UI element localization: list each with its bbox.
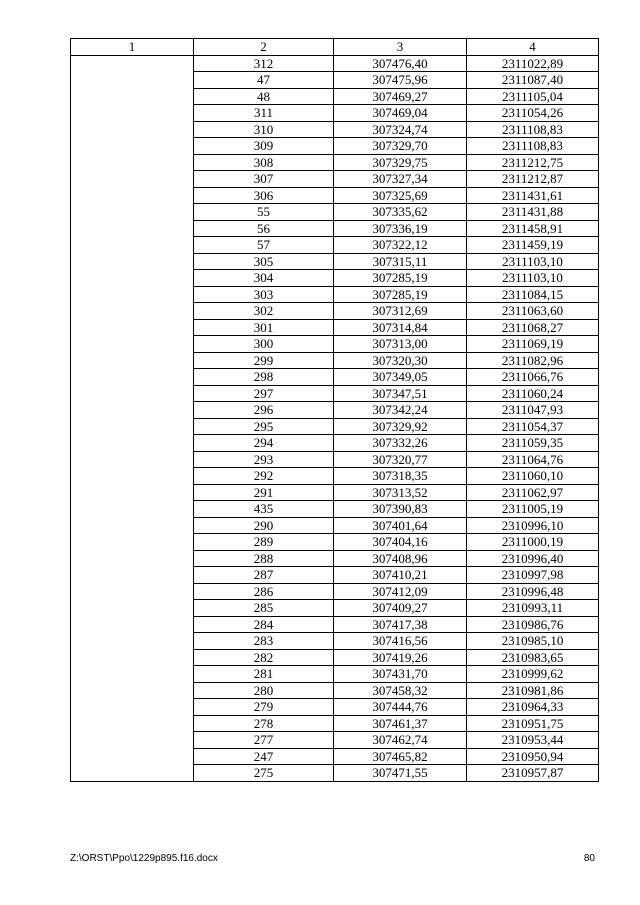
point-number-cell: 289: [194, 534, 334, 551]
x-coordinate-cell: 307412,09: [334, 583, 467, 600]
point-number-cell: 309: [194, 138, 334, 155]
y-coordinate-cell: 2310985,10: [467, 633, 599, 650]
x-coordinate-cell: 307419,26: [334, 649, 467, 666]
table-row: [71, 55, 599, 72]
y-coordinate-cell: 2310951,75: [467, 715, 599, 732]
point-number-cell: 435: [194, 501, 334, 518]
x-coordinate-cell: 307325,69: [334, 187, 467, 204]
point-number-cell: 310: [194, 121, 334, 138]
point-number-cell: 311: [194, 105, 334, 122]
point-number-cell: 288: [194, 550, 334, 567]
y-coordinate-cell: 2311084,15: [467, 286, 599, 303]
point-number-cell: 56: [194, 220, 334, 237]
x-coordinate-cell: 307332,26: [334, 435, 467, 452]
point-number-cell: 306: [194, 187, 334, 204]
table-body: [71, 55, 599, 781]
y-coordinate-cell: 2311060,24: [467, 385, 599, 402]
x-coordinate-cell: 307313,00: [334, 336, 467, 353]
x-coordinate-cell: 307469,27: [334, 88, 467, 105]
x-coordinate-cell: 307342,24: [334, 402, 467, 419]
point-number-cell: 285: [194, 600, 334, 617]
x-coordinate-cell: 307313,52: [334, 484, 467, 501]
y-coordinate-cell: 2311108,83: [467, 138, 599, 155]
x-coordinate-cell: 307329,75: [334, 154, 467, 171]
y-coordinate-cell: 2310993,11: [467, 600, 599, 617]
x-coordinate-cell: 307417,38: [334, 616, 467, 633]
x-coordinate-cell: 307327,34: [334, 171, 467, 188]
y-coordinate-cell: 2310957,87: [467, 765, 599, 782]
y-coordinate-cell: 2310964,33: [467, 699, 599, 716]
point-number-cell: 305: [194, 253, 334, 270]
point-number-cell: 291: [194, 484, 334, 501]
y-coordinate-cell: 2310986,76: [467, 616, 599, 633]
point-number-cell: 281: [194, 666, 334, 683]
y-coordinate-cell: 2311068,27: [467, 319, 599, 336]
y-coordinate-cell: 2310981,86: [467, 682, 599, 699]
x-coordinate-cell: 307476,40: [334, 55, 467, 72]
point-number-cell: 47: [194, 72, 334, 89]
point-number-cell: 286: [194, 583, 334, 600]
y-coordinate-cell: 2310996,10: [467, 517, 599, 534]
y-coordinate-cell: 2311431,61: [467, 187, 599, 204]
column-header: 1: [71, 39, 194, 56]
point-number-cell: 301: [194, 319, 334, 336]
x-coordinate-cell: 307322,12: [334, 237, 467, 254]
y-coordinate-cell: 2311066,76: [467, 369, 599, 386]
point-number-cell: 279: [194, 699, 334, 716]
y-coordinate-cell: 2311105,04: [467, 88, 599, 105]
y-coordinate-cell: 2311022,89: [467, 55, 599, 72]
x-coordinate-cell: 307336,19: [334, 220, 467, 237]
x-coordinate-cell: 307465,82: [334, 748, 467, 765]
x-coordinate-cell: 307320,30: [334, 352, 467, 369]
x-coordinate-cell: 307458,32: [334, 682, 467, 699]
y-coordinate-cell: 2311062,97: [467, 484, 599, 501]
y-coordinate-cell: 2311108,83: [467, 121, 599, 138]
table-header-row: [71, 39, 599, 56]
point-number-cell: 282: [194, 649, 334, 666]
x-coordinate-cell: 307410,21: [334, 567, 467, 584]
point-number-cell: 278: [194, 715, 334, 732]
column-1-merged-cell: [71, 55, 194, 781]
point-number-cell: 280: [194, 682, 334, 699]
y-coordinate-cell: 2310953,44: [467, 732, 599, 749]
x-coordinate-cell: 307329,92: [334, 418, 467, 435]
x-coordinate-cell: 307461,37: [334, 715, 467, 732]
y-coordinate-cell: 2311103,10: [467, 253, 599, 270]
y-coordinate-cell: 2311063,60: [467, 303, 599, 320]
point-number-cell: 57: [194, 237, 334, 254]
point-number-cell: 299: [194, 352, 334, 369]
y-coordinate-cell: 2311064,76: [467, 451, 599, 468]
y-coordinate-cell: 2311459,19: [467, 237, 599, 254]
x-coordinate-cell: 307416,56: [334, 633, 467, 650]
y-coordinate-cell: 2311458,91: [467, 220, 599, 237]
point-number-cell: 295: [194, 418, 334, 435]
point-number-cell: 296: [194, 402, 334, 419]
y-coordinate-cell: 2311060,10: [467, 468, 599, 485]
x-coordinate-cell: 307401,64: [334, 517, 467, 534]
page-number: 80: [583, 853, 595, 864]
point-number-cell: 275: [194, 765, 334, 782]
column-header: 3: [334, 39, 467, 56]
y-coordinate-cell: 2310950,94: [467, 748, 599, 765]
y-coordinate-cell: 2311047,93: [467, 402, 599, 419]
y-coordinate-cell: 2311059,35: [467, 435, 599, 452]
coordinates-table: [70, 38, 599, 782]
x-coordinate-cell: 307349,05: [334, 369, 467, 386]
y-coordinate-cell: 2310996,40: [467, 550, 599, 567]
point-number-cell: 55: [194, 204, 334, 221]
x-coordinate-cell: 307444,76: [334, 699, 467, 716]
x-coordinate-cell: 307390,83: [334, 501, 467, 518]
point-number-cell: 293: [194, 451, 334, 468]
y-coordinate-cell: 2311005,19: [467, 501, 599, 518]
column-header: 2: [194, 39, 334, 56]
x-coordinate-cell: 307285,19: [334, 286, 467, 303]
point-number-cell: 304: [194, 270, 334, 287]
y-coordinate-cell: 2310999,62: [467, 666, 599, 683]
point-number-cell: 297: [194, 385, 334, 402]
y-coordinate-cell: 2311212,87: [467, 171, 599, 188]
footer-file-path: Z:\ORST\Ppo\1229p895.f16.docx: [70, 853, 218, 864]
point-number-cell: 302: [194, 303, 334, 320]
y-coordinate-cell: 2311087,40: [467, 72, 599, 89]
point-number-cell: 247: [194, 748, 334, 765]
column-header: 4: [467, 39, 599, 56]
x-coordinate-cell: 307469,04: [334, 105, 467, 122]
x-coordinate-cell: 307312,69: [334, 303, 467, 320]
point-number-cell: 290: [194, 517, 334, 534]
x-coordinate-cell: 307475,96: [334, 72, 467, 89]
y-coordinate-cell: 2311212,75: [467, 154, 599, 171]
point-number-cell: 287: [194, 567, 334, 584]
y-coordinate-cell: 2311082,96: [467, 352, 599, 369]
point-number-cell: 300: [194, 336, 334, 353]
y-coordinate-cell: 2311069,19: [467, 336, 599, 353]
y-coordinate-cell: 2311000,19: [467, 534, 599, 551]
point-number-cell: 303: [194, 286, 334, 303]
y-coordinate-cell: 2311103,10: [467, 270, 599, 287]
y-coordinate-cell: 2310983,65: [467, 649, 599, 666]
point-number-cell: 312: [194, 55, 334, 72]
point-number-cell: 294: [194, 435, 334, 452]
point-number-cell: 307: [194, 171, 334, 188]
point-number-cell: 308: [194, 154, 334, 171]
x-coordinate-cell: 307329,70: [334, 138, 467, 155]
x-coordinate-cell: 307471,55: [334, 765, 467, 782]
y-coordinate-cell: 2311054,37: [467, 418, 599, 435]
x-coordinate-cell: 307324,74: [334, 121, 467, 138]
x-coordinate-cell: 307315,11: [334, 253, 467, 270]
x-coordinate-cell: 307409,27: [334, 600, 467, 617]
x-coordinate-cell: 307320,77: [334, 451, 467, 468]
y-coordinate-cell: 2310997,98: [467, 567, 599, 584]
point-number-cell: 48: [194, 88, 334, 105]
x-coordinate-cell: 307408,96: [334, 550, 467, 567]
x-coordinate-cell: 307335,62: [334, 204, 467, 221]
point-number-cell: 284: [194, 616, 334, 633]
point-number-cell: 292: [194, 468, 334, 485]
y-coordinate-cell: 2310996,48: [467, 583, 599, 600]
x-coordinate-cell: 307314,84: [334, 319, 467, 336]
y-coordinate-cell: 2311054,26: [467, 105, 599, 122]
point-number-cell: 277: [194, 732, 334, 749]
y-coordinate-cell: 2311431,88: [467, 204, 599, 221]
x-coordinate-cell: 307431,70: [334, 666, 467, 683]
x-coordinate-cell: 307318,35: [334, 468, 467, 485]
point-number-cell: 298: [194, 369, 334, 386]
x-coordinate-cell: 307347,51: [334, 385, 467, 402]
x-coordinate-cell: 307285,19: [334, 270, 467, 287]
x-coordinate-cell: 307404,16: [334, 534, 467, 551]
point-number-cell: 283: [194, 633, 334, 650]
x-coordinate-cell: 307462,74: [334, 732, 467, 749]
